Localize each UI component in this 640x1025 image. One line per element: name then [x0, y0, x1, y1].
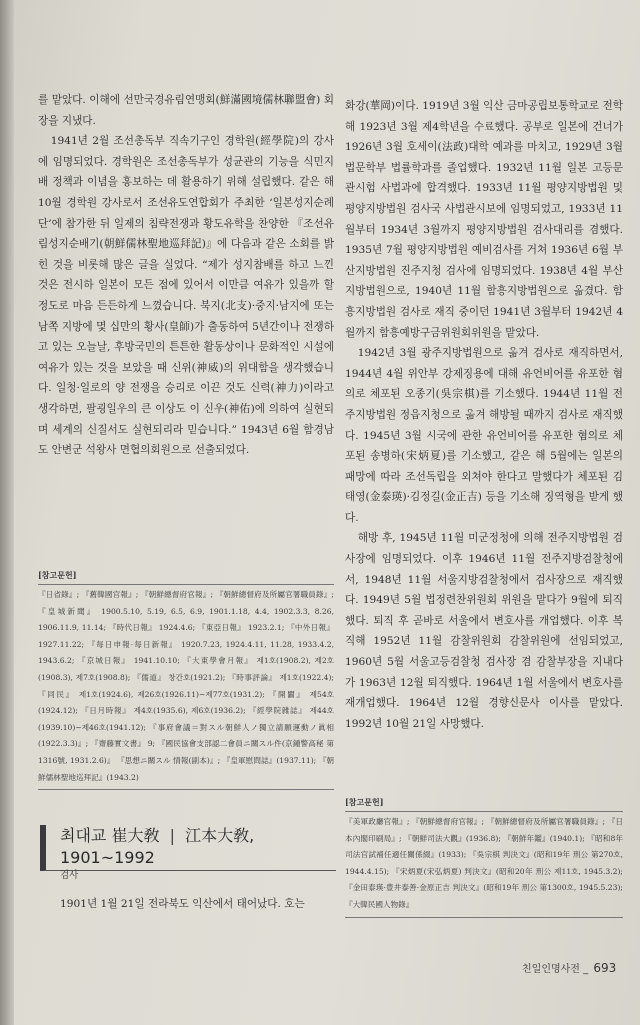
footer-book-title: 친일인명사전 — [522, 964, 580, 975]
entry-heading — [40, 825, 336, 881]
right-column — [345, 96, 623, 734]
right-references — [345, 795, 623, 918]
footer-separator: _ — [583, 964, 589, 975]
right-paragraph-2: 1942년 3월 광주지방법원으로 옮겨 검사로 재직하면서, 1944년 4월 위안부 강제징용에 대해 유언비어를 유포한 혐의로 체포된 오종기(吳宗棋)를 기소했다. 1944년 11월 전주지방법원 정읍지청으로 옮겨 해방될 때까지 검사로 재직했다. 1945년 3월 시국에 관한 유언비어를 유포한 혐의로 체포된 송병하(宋炳夏)를 기소했고, 같은 해 5월에는 일본의 패망에 따라 조선독립을 외쳐야 한다고 말했다가 체포된 김태영(金泰瑛)·김정길(金正吉) 등을 기소해 징역형을 받게 했다. — [345, 347, 623, 524]
entry-name-ko: 최대교 — [60, 826, 107, 845]
entry-first-line: 1901년 1월 21일 전라북도 익산에서 태어났다. 호는 — [60, 898, 305, 910]
left-paragraph-2: 1941년 2월 조선총독부 직속기구인 경학원(經學院)의 강사에 임명되었다. 경학원은 조선총독부가 성균관의 기능을 식민지배 정책과 이념을 홍보하는 데 활용하기 위해 설립했다. 같은 해 10월 경학원 강사로서 조선유도연합회가 주최한 ‘일본성지순례단’에 참가한 뒤 일제의 침략전쟁과 황도유학을 찬양한 『조선유림성지순배기(朝鮮儒林聖地巡拜記)』에 다음과 같은 소회를 밝힌 것을 비롯해 많은 글을 실었다. “제가 성지참배를 하고 느낀 것은 전시하 일본이 모든 점에 있어서 이만큼 여유가 있을까 할 정도로 마음 든든하게 느꼈습니다. 북지(北支)·중지·남지에 또는 남쪽 지방에 몇 십만의 황사(皇師)가 출동하여 5년간이나 전쟁하고 있는 오늘날, 후방국민의 튼튼한 활동상이나 문화적인 시설에 여유가 있는 것을 보았을 때 신위(神威)의 위대함을 생각했습니다. 일청·일로의 양 전쟁을 승리로 이끈 것도 신력(神力)이라고 생각하면, 팔굉일우의 큰 이상도 이 신우(神佑)에 의하여 실현되며 세계의 신질서도 실현되리라 믿습니다.” 1943년 6월 함경남도 안변군 석왕사 면협의회원으로 선출되었다. — [38, 135, 334, 457]
page-footer — [522, 960, 632, 975]
entry-comma: , — [249, 826, 255, 845]
right-references-text: 『美軍政廳官報』; 『朝鮮總督府官報』; 『朝鮮總督府及所屬官署職員錄』; 『日本內閣印刷局』; 『朝鮮司法大觀』(1936.8); 『朝鮮年鑑』(1940.1); 『昭和8年司法官試補任適任關係綴』(1933); 『吳宗棋 判決文』(昭和19年 刑公 第270호, 1944.4.15); 『宋炳夏(宋弘炳夏) 判決文』(昭和20年 刑公 제11호, 1945.3.2); 『金田泰瑛·豊井泰善·金原正吉 判決文』(昭和19年 刑公 第1300호, 1945.5.23); 『大韓民國人物錄』 — [345, 811, 623, 918]
entry-name-hanja: 崔大敎 — [111, 826, 160, 845]
left-references — [38, 568, 334, 790]
entry-title — [60, 825, 336, 869]
entry-position: 검사 — [60, 870, 79, 881]
right-paragraph-3: 해방 후, 1945년 11월 미군정청에 의해 전주지방법원 검사장에 임명되었다. 이후 1946년 11월 전주지방검찰청에서, 1948년 11월 서울지방검찰청에서 검사장으로 재직했다. 1949년 5월 법정련찬위원회 위원을 맡다가 9월에 퇴직했다. 퇴직 후 곧바로 서울에서 변호사를 개업했다. 이후 복직해 1952년 11월 감찰위원회 감찰위원에 선임되었고, 1960년 5월 서울고등검찰청 검사장 겸 감찰부장을 지내다가 1963년 12월 퇴직했다. 1964년 1월 서울에서 변호사를 재개업했다. 1964년 12월 경향신문사 이사를 맡았다. 1992년 10월 21일 사망했다. — [345, 532, 623, 730]
left-references-text: 『日省錄』; 『舊韓國官報』; 『朝鮮總督府官報』; 『朝鮮總督府及所屬官署職員錄』; 『皇城新聞』 1900.5.10, 5.19, 6.5, 6.9, 1901.1.18, 4.4, 1902.3.3, 8.26, 1906.11.9, 11.14; 『時代日報』 1924.4.6; 『東亞日報』 1923.2.1; 『中外日報』 1927.11.22; 『每日申報·每日新報』 1920.7.23, 1924.4.11, 11.28, 1933.4.2, 1943.6.2; 『京城日報』 1941.10.10; 『大東學會月報』 제1호(1908.2), 제2호(1908.3), 제7호(1908.8); 『儒道』 창간호(1921.2); 『時事評論』 제1호(1922.4); 『同民』 제1호(1924.6), 제26호(1926.11)~제77호(1931.2); 『開闢』 제54호(1924.12); 『日月時報』 제4호(1935.6), 제6호(1936.2); 『經學院雜誌』 제44호(1939.10)~제46호(1941.12); 『事府會議＝對スル朝鮮人ノ獨立請願運動ノ眞相(1922.3.3)』; 『齋藤實文書』 9; 『國民協會支部認二會員ニ關スル件(京鍾警高秘 第1316號, 1931.2.6)』 『思想ニ關スル 情報(副本)』; 『皇軍慰問誌』(1937.11); 『朝鮮儒林聖地巡拜記』(1943.2) — [38, 584, 334, 790]
right-references-title: [참고문헌] — [345, 797, 384, 807]
left-paragraph-1: 를 맡았다. 이해에 선만국경유림연맹회(鮮滿國境儒林聯盟會) 회장을 지냈다. — [38, 94, 334, 127]
left-column — [38, 90, 334, 461]
right-paragraph-1: 화강(華岡)이다. 1919년 3월 익산 금마공립보통학교로 전학해 1923년 3월 제4학년을 수료했다. 공부로 일본에 건너가 1926년 3월 호세이(法政)대학 예과를 마치고, 1929년 3월 법문학부 법률학과를 졸업했다. 1932년 11월 일본 고등문관시험 사법과에 합격했다. 1933년 11월 평양지방법원 및 평양지방법원 검사국 사법관시보에 임명되었고, 1933년 11월부터 1934년 3월까지 평양지방법원 검사대리를 겸했다. 1935년 7월 평양지방법원 예비검사를 거쳐 1936년 6월 부산지방법원 진주지청 검사에 임명되었다. 1938년 4월 부산지방법원으로, 1940년 11월 함흥지방법원으로 옮겼다. 함흥지방법원 검사로 재직 중이던 1941년 3월부터 1942년 4월까지 함흥예방구금위원회위원을 맡았다. — [345, 100, 623, 339]
page-number: 693 — [593, 961, 617, 975]
entry-years: 1901~1992 — [60, 848, 155, 867]
left-references-title: [참고문헌] — [38, 570, 77, 580]
page-spine-shadow — [0, 0, 14, 1025]
entry-title-divider: | — [169, 826, 175, 845]
entry-alias: 江本大敎 — [185, 826, 250, 845]
